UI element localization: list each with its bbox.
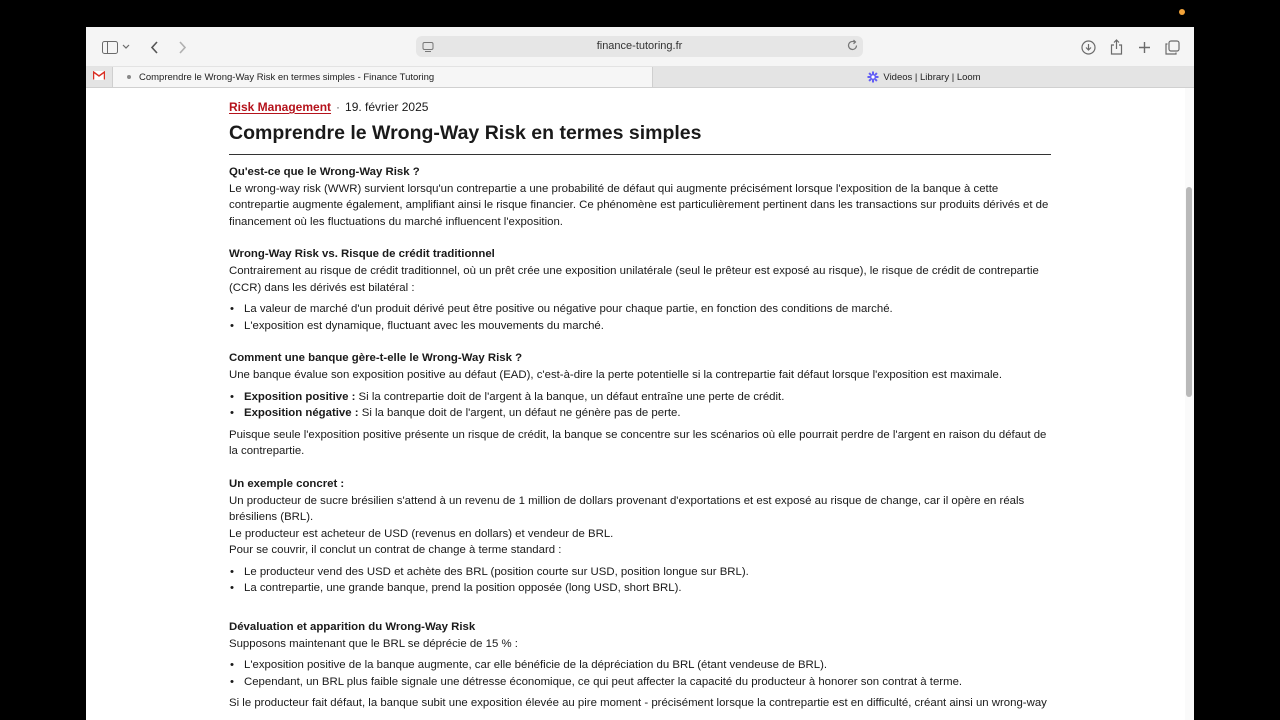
section-text: Contrairement au risque de crédit traditionnel, où un prêt crée une exposition unilatérale (seul le prêteur est exposé au risque), le risque de crédit de contrepartie (CCR) dans les dérivés est bilatéral : <box>229 264 1039 294</box>
list-item <box>244 405 1051 422</box>
list-item-text: Si la banque doit de l'argent, un défaut ne génère pas de perte. <box>358 407 681 420</box>
loom-icon <box>867 71 879 83</box>
section-heading: Wrong-Way Risk vs. Risque de crédit traditionnel <box>229 248 495 261</box>
article <box>229 99 1051 712</box>
section-comparison <box>229 246 1051 334</box>
list-item: • La contrepartie, une grande banque, prend la position opposée (long USD, short BRL). <box>244 580 1051 597</box>
list-item: • Cependant, un BRL plus faible signale une détresse économique, ce qui peut affecter la capacité du producteur à honorer son contrat à terme. <box>244 674 1051 691</box>
section-text: Puisque seule l'exposition positive présente un risque de crédit, la banque se concentre sur les scénarios où elle pourrait perdre de l'argent en raison du défaut de la contrepartie. <box>229 428 1047 458</box>
page-content <box>86 88 1194 720</box>
forward-icon[interactable] <box>172 37 192 57</box>
list-item: • La valeur de marché d'un produit dérivé peut être positive ou négative pour chaque partie, en fonction des conditions de marché. <box>244 301 1051 318</box>
section-heading: Un exemple concret : <box>229 477 345 490</box>
section-text: Un producteur de sucre brésilien s'attend à un revenu de 1 million de dollars provenant d'exportations et est exposé au risque de change, car il opère en réals brésiliens (BRL). <box>229 494 1025 524</box>
bullet-list <box>229 564 1051 597</box>
section-text: Le wrong-way risk (WWR) survient lorsqu'un contrepartie a une probabilité de défaut qui augmente précisément lorsque l'exposition de la banque à cette contrepartie augmente également, amplifiant ainsi le risque financier. Ce phénomène est particulièrement pertinent dans les transactions sur produits dérivés et de financement où les fluctuations du marché influencent l'exposition. <box>229 182 1049 228</box>
address-bar[interactable] <box>416 36 863 57</box>
reload-icon[interactable] <box>846 39 859 57</box>
tab-loom-label: Videos | Library | Loom <box>883 71 981 83</box>
section-heading: Comment une banque gère-t-elle le Wrong-Way Risk ? <box>229 352 523 365</box>
back-icon[interactable] <box>145 37 165 57</box>
section-text: Pour se couvrir, il conclut un contrat de change à terme standard : <box>229 544 562 557</box>
meta-separator: · <box>336 100 341 114</box>
section-text: Le producteur est acheteur de USD (revenus en dollars) et vendeur de BRL. <box>229 527 614 540</box>
new-tab-icon[interactable] <box>1134 37 1154 57</box>
article-title: Comprendre le Wrong-Way Risk en termes simples <box>229 120 1051 155</box>
list-item-text: Si la contrepartie doit de l'argent à la banque, un défaut entraîne une perte de crédit. <box>355 390 785 403</box>
download-icon[interactable] <box>1078 37 1098 57</box>
section-devaluation <box>229 619 1051 712</box>
section-management <box>229 350 1051 460</box>
notification-dot <box>1179 9 1185 15</box>
section-text: Une banque évalue son exposition positive au défaut (EAD), c'est-à-dire la perte potentielle si la contrepartie fait défaut lorsque l'exposition est maximale. <box>229 368 1003 381</box>
section-definition <box>229 164 1051 230</box>
section-heading: Dévaluation et apparition du Wrong-Way Risk <box>229 621 476 634</box>
list-item: • L'exposition est dynamique, fluctuant avec les mouvements du marché. <box>244 318 1051 335</box>
tab-loom[interactable] <box>654 67 1194 87</box>
gmail-icon <box>93 71 105 83</box>
list-item-label: Exposition négative : <box>244 407 359 420</box>
list-item: • L'exposition positive de la banque augmente, car elle bénéficie de la dépréciation du BRL (étant vendeuse de BRL). <box>244 657 1051 674</box>
list-item: • Le producteur vend des USD et achète des BRL (position courte sur USD, position longue sur BRL). <box>244 564 1051 581</box>
section-example <box>229 476 1051 597</box>
sidebar-toggle-icon[interactable] <box>100 37 120 57</box>
bullet-list <box>229 301 1051 334</box>
list-item <box>244 389 1051 406</box>
scrollbar-thumb[interactable] <box>1186 187 1192 397</box>
scrollbar-track[interactable] <box>1185 88 1194 720</box>
favicon-dot-icon <box>127 75 131 79</box>
category-link[interactable]: Risk Management <box>229 100 332 114</box>
tab-article-label: Comprendre le Wrong-Way Risk en termes simples - Finance Tutoring <box>139 71 435 83</box>
share-icon[interactable] <box>1106 37 1126 57</box>
tab-article[interactable] <box>113 67 653 87</box>
chevron-down-icon[interactable] <box>120 37 132 57</box>
list-item-label: Exposition positive : <box>244 390 356 403</box>
article-date: 19. février 2025 <box>345 100 429 114</box>
bullet-list <box>229 389 1051 422</box>
tab-bar <box>86 67 1194 88</box>
section-heading: Qu'est-ce que le Wrong-Way Risk ? <box>229 166 420 178</box>
bullet-list <box>229 657 1051 690</box>
section-text: Supposons maintenant que le BRL se déprécie de 15 % : <box>229 637 518 650</box>
tab-gmail[interactable] <box>86 67 113 87</box>
section-text: Si le producteur fait défaut, la banque subit une exposition élevée au pire moment - précisément lorsque la contrepartie est en difficulté, créant ainsi un wrong-way <box>229 697 1047 710</box>
tab-overview-icon[interactable] <box>1162 37 1182 57</box>
article-meta <box>229 99 1051 117</box>
url-text: finance-tutoring.fr <box>596 40 683 52</box>
browser-window <box>86 27 1194 720</box>
browser-toolbar <box>86 27 1194 67</box>
